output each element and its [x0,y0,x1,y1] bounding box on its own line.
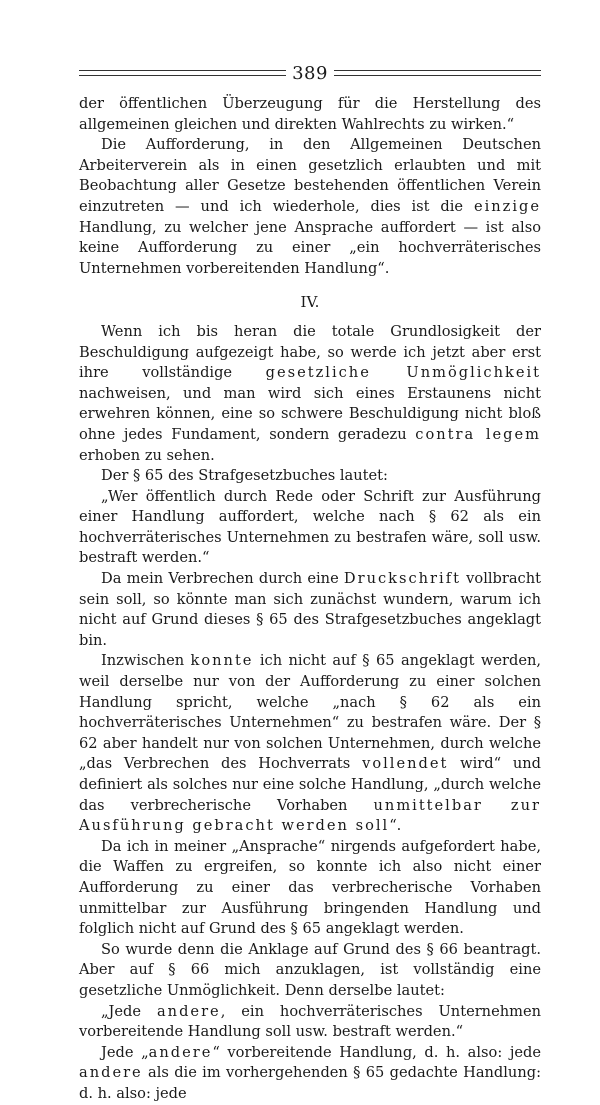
paragraph-3: Wenn ich bis heran die totale Grundlosigkeit der Beschuldigung aufgezeigt habe, so werde ich jetzt aber erst ihre vollständige gesetzliche Unmöglichkeit nachweisen, und man wird sich eines Erstaunens nicht erwehren können, eine so schwere Beschuldigung nicht bloß ohne jedes Fundament, sondern geradezu contra legem erhoben zu sehen. [79,322,541,464]
paragraph-1: der öffentlichen Überzeugung für die Herstellung des allgemeinen gleichen und direkten Wahlrechts zu wirken.“ [79,95,541,133]
spaced-emphasis: contra legem [415,425,541,443]
paragraph-8: Da ich in meiner „Ansprache“ nirgends aufgefordert habe, die Waffen zu ergreifen, so konnte ich also nicht einer Aufforderung zu einer das verbrecherische Vorhaben unmittelbar zur Ausführung bringenden Handlung und folglich nicht auf Grund des § 65 angeklagt werden. [79,837,541,938]
header-rule-right [334,70,541,76]
paragraph-4: Der § 65 des Strafgesetzbuches lautet: [101,467,388,485]
header-rule-left [79,70,286,76]
spaced-emphasis: gesetzliche Unmöglichkeit [265,364,541,382]
spaced-emphasis: andere [156,1002,221,1020]
paragraph-7: Inzwischen konnte ich nicht auf § 65 angeklagt werden, weil derselbe nur von der Aufforderung zu einer solchen Handlung spricht, welche „nach § 62 als ein hochverräterisches Unternehmen“ zu bestrafen wäre. Der § 62 aber handelt nur von solchen Unternehmen, durch welche „das Verbrechen des Hochverrats vollendet wird“ und definiert als solches nur eine solche Handlung, „durch welche das verbrecherische Vorhaben unmittelbar zur Ausführung gebracht werden soll“. [79,652,542,835]
quote-paragraph-65: „Wer öffentlich durch Rede oder Schrift zur Ausführung einer Handlung auffordert, welche nach § 62 als ein hochverräterisches Unternehmen zu bestrafen wäre, soll usw. bestraft werden.“ [79,487,541,567]
spaced-emphasis: unmittelbar zur Ausführung gebracht werden soll [79,796,541,835]
paragraph-2: Die Aufforderung, in den Allgemeinen Deutschen Arbeiterverein als in einen gesetzlich erlaubten und mit Beobachtung aller Gesetze bestehenden öffentlichen Verein einzutreten — und ich wiederhole, dies ist die einzige Handlung, zu welcher jene Ansprache auffordert — ist also keine Aufforderung zu einer „ein hochverräterisches Unternehmen vorbereitenden Handlung“. [79,136,541,277]
quote-paragraph-66: „Jede andere, ein hochverräterisches Unternehmen vorbereitende Handlung soll usw. bestraft werden.“ [79,1002,541,1041]
spaced-emphasis: konnte [190,652,254,670]
page-body [79,94,541,1105]
spaced-emphasis: andere [148,1043,213,1061]
page-number: 389 [292,62,328,84]
book-page [79,58,541,1105]
paragraph-9: So wurde denn die Anklage auf Grund des § 66 beantragt. Aber auf § 66 mich anzuklagen, ist vollständig eine gesetzliche Unmöglichkeit. Denn derselbe lautet: [79,940,541,999]
spaced-emphasis: vollendet [362,755,449,773]
paragraph-11: Jede „andere“ vorbereitende Handlung, d. h. also: jede andere als die im vorhergehenden § 65 gedachte Handlung: d. h. also: jede [79,1043,541,1102]
page-header [79,58,541,88]
section-heading: IV. [300,293,320,312]
spaced-emphasis: Druckschrift [343,570,461,588]
spaced-emphasis: einzige [473,197,541,215]
paragraph-6: Da mein Verbrechen durch eine Druckschrift vollbracht sein soll, so könnte man sich zunächst wundern, warum ich nicht auf Grund dieses § 65 des Strafgesetzbuches angeklagt bin. [79,570,541,649]
spaced-emphasis: andere [79,1064,143,1082]
